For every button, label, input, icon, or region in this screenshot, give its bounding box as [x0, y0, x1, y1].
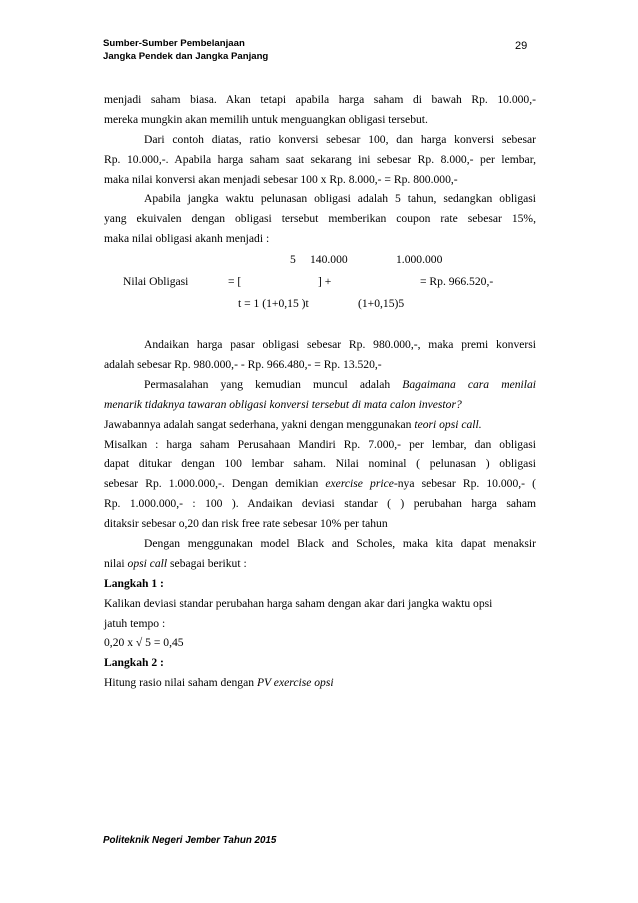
page-body — [104, 90, 536, 693]
running-header — [103, 38, 268, 63]
header-line-2: Jangka Pendek dan Jangka Panjang — [103, 50, 269, 62]
text-line: Dari contoh diatas, ratio konversi sebesar 100, dan harga konversi sebesar — [144, 132, 536, 146]
text-line: Dengan menggunakan model Black and Scholes, maka kita dapat menaksir — [144, 537, 536, 551]
text-line: Apabila jangka waktu pelunasan obligasi adalah 5 tahun, sedangkan obligasi — [144, 192, 536, 206]
text-line: Andaikan harga pasar obligasi sebesar Rp. 980.000,-, maka premi konversi — [144, 338, 536, 352]
text-line: sebesar Rp. 1.000.000,-. Dengan demikian exercise price-nya sebesar Rp. 10.000,- ( — [104, 477, 536, 491]
eq-bottom-den2: (1+0,15)5 — [358, 297, 405, 311]
text-line: dapat ditukar dengan 100 lembar saham. Nilai nominal ( pelunasan ) obligasi — [104, 457, 536, 471]
text-line: menarik tidaknya tawaran obligasi konversi tersebut di mata calon investor? — [104, 397, 462, 411]
eq-close-plus: ] + — [318, 275, 332, 289]
text-line: maka nilai obligasi akanh menjadi : — [104, 232, 270, 246]
text-line: mereka mungkin akan memilih untuk menguangkan obligasi tersebut. — [104, 112, 428, 126]
text-line: yang ekuivalen dengan obligasi tersebut memberikan coupon rate sebesar 15%, — [104, 212, 536, 226]
footer: Politeknik Negeri Jember Tahun 2015 — [103, 835, 277, 846]
step-heading: Langkah 1 : — [104, 576, 164, 590]
text-line: Kalikan deviasi standar perubahan harga saham dengan akar dari jangka waktu opsi — [104, 596, 493, 610]
equation-numerator-row — [104, 249, 536, 271]
formula-line: 0,20 x √ 5 = 0,45 — [104, 636, 184, 650]
text-line: Rp. 1.000.000,- : 100 ). Andaikan deviasi standar ( ) perubahan harga saham — [104, 497, 536, 511]
eq-open-bracket: = [ — [228, 275, 242, 289]
text-line: Jawabannya adalah sangat sederhana, yakni dengan menggunakan teori opsi call. — [104, 417, 482, 431]
equation-denominator-row — [104, 293, 536, 315]
text-line: adalah sebesar Rp. 980.000,- - Rp. 966.480,- = Rp. 13.520,- — [104, 358, 382, 372]
eq-top-5: 5 — [290, 253, 296, 267]
text-line: ditaksir sebesar o,20 dan risk free rate sebesar 10% per tahun — [104, 517, 388, 531]
page-number: 29 — [515, 40, 528, 52]
eq-top-num2: 1.000.000 — [396, 253, 443, 267]
eq-label: Nilai Obligasi — [123, 275, 189, 289]
step-heading: Langkah 2 : — [104, 656, 164, 670]
eq-result: = Rp. 966.520,- — [420, 275, 494, 289]
header-line-1: Sumber-Sumber Pembelanjaan — [103, 38, 245, 49]
equation-main-row — [104, 271, 536, 293]
text-line: Misalkan : harga saham Perusahaan Mandiri Rp. 7.000,- per lembar, dan obligasi — [104, 437, 536, 451]
text-line: menjadi saham biasa. Akan tetapi apabila harga saham di bawah Rp. 10.000,- — [104, 93, 536, 106]
eq-bottom-sum: t = 1 (1+0,15 )t — [238, 297, 309, 311]
text-line: Rp. 10.000,-. Apabila harga saham saat sekarang ini sebesar Rp. 8.000,- per lembar, — [104, 152, 536, 166]
text-line: Hitung rasio nilai saham dengan PV exercise opsi — [104, 676, 334, 690]
text-line: jatuh tempo : — [104, 616, 166, 630]
text-line: nilai opsi call sebagai berikut : — [104, 556, 247, 570]
eq-top-num1: 140.000 — [310, 253, 348, 267]
text-line: Permasalahan yang kemudian muncul adalah Bagaimana cara menilai — [144, 377, 536, 391]
text-line: maka nilai konversi akan menjadi sebesar 100 x Rp. 8.000,- = Rp. 800.000,- — [104, 172, 458, 186]
